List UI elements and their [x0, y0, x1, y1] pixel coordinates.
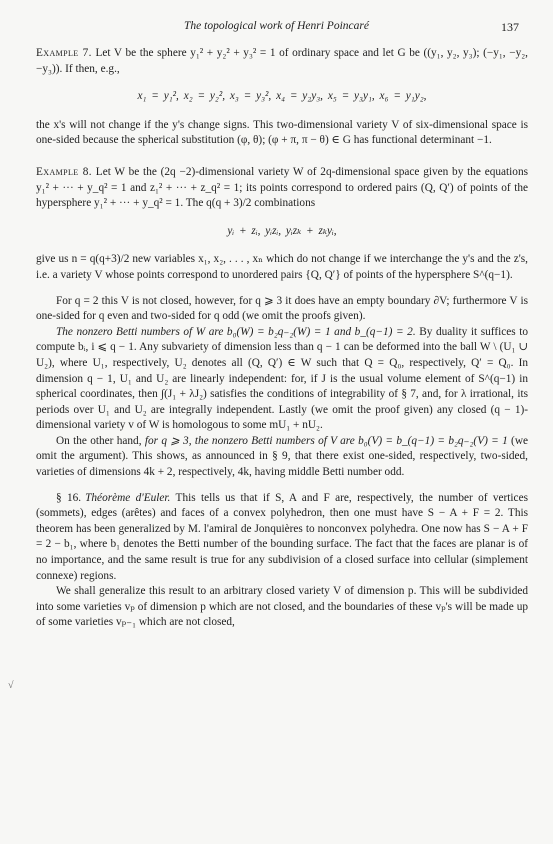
section-16-text: This tells us that if S, A and F are, respectively, the number of vertices (sommets), edges (arêtes) and faces of a convex polyhedron, then one must have S − A + F = 2. This theorem has been generalized by M. l'amiral de Jonquières to nonconvex polyhedra. One now has S − A + F = 2 − b₁, where b₁ denotes the Betti number of the bounding surface. The fact that the faces are planar is of no importance, and the same result is true for any subdivision of a closed surface into cellular (simplement connexe) regions. [36, 491, 528, 582]
example-7-text: Let V be the sphere y₁² + y₂² + y₃² = 1 of ordinary space and let G be ((y₁, y₂, y₃); (−y₁, −y₂, −y₃)). If then, e.g., [36, 47, 529, 75]
example-7-equation: x₁ = y₁², x₂ = y₂², x₃ = y₃², x₄ = y₂y₃, x₅ = y₃y₁, x₆ = y₁y₂, [137, 90, 427, 103]
paragraph-q-closed: For q = 2 this V is not closed, however, for q ⩾ 3 it does have an empty boundary ∂V; furthermore V is one-sided for q even and two-sided for q odd (we omit the proofs given). [36, 294, 528, 323]
body-text [36, 40, 528, 631]
example-7-paragraph [36, 46, 528, 77]
page-header [0, 20, 553, 36]
example-8-paragraph [36, 165, 528, 212]
running-title: The topological work of Henri Poincaré [184, 20, 369, 32]
paragraph-betti-w [36, 325, 528, 434]
paragraph-betti-v [36, 434, 528, 481]
example-8-conclusion: give us n = q(q+3)/2 new variables x₁, x₂, . . . , xₙ which do not change if we interchange the y's and the z's, i.e. a variety V whose points correspond to unordered pairs {Q, Q′} of points of the hypersphere S^(q−1). [36, 253, 528, 281]
section-16-generalization: We shall generalize this result to an arbitrary closed variety V of dimension p. This will be subdivided into some varieties vₚ of dimension p which are not closed, and the boundaries of these vₚ's will be made up of some varieties vₚ₋₁ which are not closed, [36, 585, 528, 629]
betti-v-start: On the other hand, [56, 434, 145, 447]
section-16-number: § 16. [56, 491, 82, 504]
example-7-conclusion: the x's will not change if the y's change signs. This two-dimensional variety V of six-dimensional space is one-sided because the spherical substitution (φ, θ); (φ + π, π − θ) ∈ G has functional determinant −1. [36, 118, 528, 147]
page-number: 137 [501, 20, 519, 34]
example-8-text: Let W be the (2q −2)-dimensional variety W of 2q-dimensional space given by the equations y₁² + ··· + y_q² = 1 and z₁² + ··· + z_q² = 1; its points correspond to ordered pairs (Q, Q′) of points of the hypersphere y₁² + ··· + y_q² = 1. The q(q + 3)/2 combinations [36, 165, 528, 210]
example-7-label: Example 7. [36, 47, 92, 59]
example-8-label: Example 8. [36, 165, 93, 178]
betti-w-proof: By duality it suffices to compute bᵢ, i ⩽ q − 1. Any subvariety of dimension less than q − 1 can be deformed into the ball W \ (U₁ ∪ U₂), where U₁, respectively, U₂ denotes all (Q, Q′) ∈ W such that Q = Q₀, respectively, Q′ = Q₀. In dimension q − 1, U₁ and U₂ are linearly independent: for, if J is the usual volume element of S^(q−1) in spherical coordinates, then ∫(J₁ + λJ₂) satisfies the conditions of integrability of § 7, and, for λ irrational, its periods over U₁ and U₂ are integrally independent. Lastly (we omit the proof given) any closed (q − 1)-dimensional variety v of W is homologous to some mU₁ + nU₂. [36, 325, 529, 432]
margin-annotation: √ [8, 680, 14, 691]
section-16-paragraph [36, 491, 528, 585]
betti-w-statement: The nonzero Betti numbers of W are b₀(W) = b₂q₋₂(W) = 1 and b_(q−1) = 2. [56, 325, 416, 338]
betti-v-statement: for q ⩾ 3, the nonzero Betti numbers of V are b₀(V) = b_(q−1) = b₂q₋₂(V) = 1 [144, 434, 508, 447]
betti-v-rest: (we omit the argument). This shows, as announced in § 9, that there exist one-sided, respectively, two-sided, varieties of dimensions 4k + 2, respectively, 4k, having middle Betti number odd. [36, 434, 528, 479]
example-8-combinations: yᵢ + zᵢ, yᵢzᵢ, yᵢzₖ + zₖyᵢ, [227, 224, 337, 237]
section-16-title: Théorème d'Euler. [85, 491, 171, 504]
